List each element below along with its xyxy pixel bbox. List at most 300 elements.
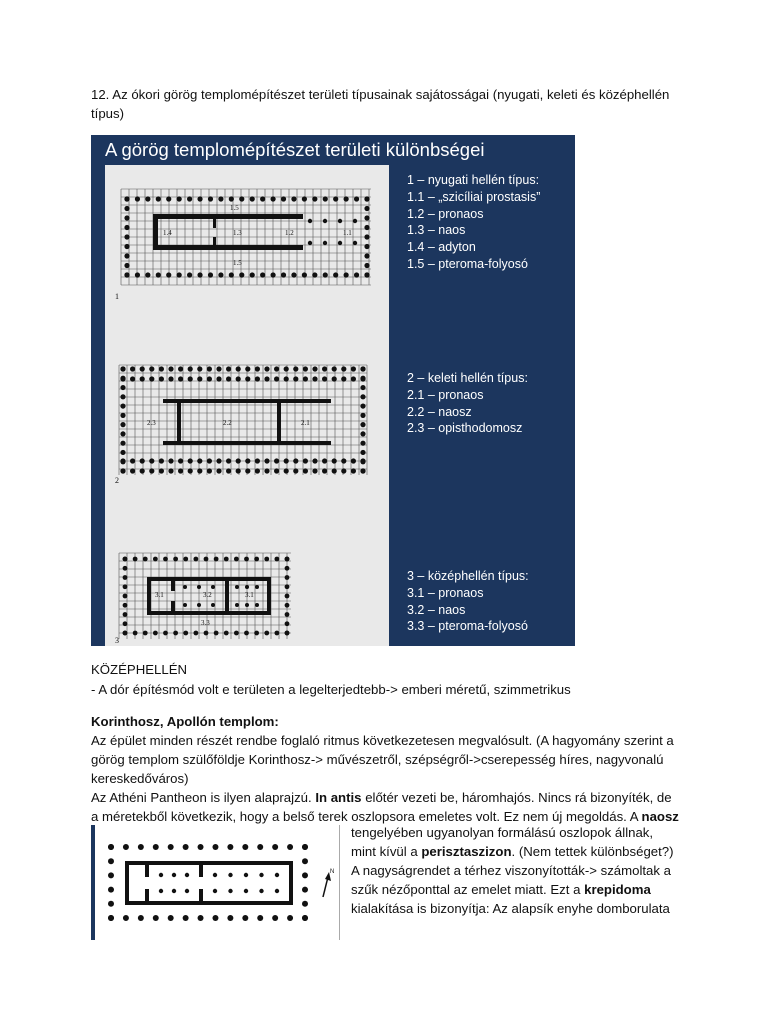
column-dot (172, 889, 176, 893)
column-dot (183, 585, 187, 589)
column-dot (270, 272, 275, 277)
column-dot (197, 468, 202, 473)
column-dot (159, 889, 163, 893)
column-dot (185, 873, 189, 877)
column-dot (227, 844, 233, 850)
column-dot (124, 253, 129, 258)
column-dot (274, 468, 279, 473)
column-dot (236, 366, 241, 371)
column-dot (193, 557, 198, 562)
column-dot (360, 422, 365, 427)
plan-label: 3.2 (203, 591, 212, 599)
wrapped-line: kialakítása is bizonyítja: Az alapsík enyhe domborulata (351, 901, 670, 916)
column-dot (123, 603, 128, 608)
column-dot (360, 385, 365, 390)
column-dot (177, 272, 182, 277)
column-dot (149, 458, 154, 463)
legend-item: 1.5 – pteroma-folyosó (407, 256, 528, 271)
column-dot (364, 215, 369, 220)
column-dot (351, 458, 356, 463)
column-dot (124, 263, 129, 268)
legend-western-title: 1 – nyugati hellén típus: (407, 173, 540, 187)
column-dot (159, 376, 164, 381)
column-dot (123, 631, 128, 636)
column-dot (120, 468, 125, 473)
wall (199, 861, 203, 877)
column-dot (322, 458, 327, 463)
column-dot (341, 458, 346, 463)
column-dot (156, 196, 161, 201)
column-dot (250, 196, 255, 201)
column-dot (124, 272, 129, 277)
column-dot (332, 366, 337, 371)
legend-item: 2.1 – pronaos (407, 387, 484, 402)
column-dot (213, 873, 217, 877)
column-dot (123, 612, 128, 617)
column-dot (228, 873, 232, 877)
column-dot (264, 458, 269, 463)
column-dot (145, 196, 150, 201)
column-dot (360, 450, 365, 455)
column-dot (197, 196, 202, 201)
column-dot (284, 366, 289, 371)
column-dot (274, 631, 279, 636)
column-dot (360, 366, 365, 371)
plan-label: 2 (115, 476, 119, 485)
column-dot (123, 915, 129, 921)
column-dot (156, 272, 161, 277)
north-arrow-icon (323, 877, 328, 897)
column-dot (224, 631, 229, 636)
column-dot (364, 196, 369, 201)
column-dot (255, 376, 260, 381)
column-dot (211, 585, 215, 589)
column-dot (218, 272, 223, 277)
column-dot (207, 376, 212, 381)
column-dot (123, 621, 128, 626)
column-dot (274, 458, 279, 463)
column-dot (264, 557, 269, 562)
column-dot (159, 458, 164, 463)
column-dot (354, 196, 359, 201)
column-dot (140, 468, 145, 473)
column-dot (120, 403, 125, 408)
column-dot (344, 196, 349, 201)
column-dot (177, 196, 182, 201)
intro-line: - A dór építésmód volt e területen a legelterjedtebb-> emberi méretű, szimmetrikus (91, 682, 571, 697)
figure-title: A görög templomépítészet területi különbségei (105, 139, 485, 160)
column-dot (178, 458, 183, 463)
column-dot (293, 468, 298, 473)
column-dot (168, 468, 173, 473)
column-dot (308, 241, 312, 245)
column-dot (123, 594, 128, 599)
column-dot (229, 272, 234, 277)
column-dot (272, 844, 278, 850)
column-dot (216, 366, 221, 371)
column-dot (255, 366, 260, 371)
column-dot (108, 872, 114, 878)
wall (125, 861, 129, 905)
column-dot (353, 241, 357, 245)
column-dot (135, 272, 140, 277)
column-dot (204, 557, 209, 562)
wrapped-line: tengelyében ugyanolyan formálású oszlopok állnak, (351, 825, 654, 840)
column-dot (197, 603, 201, 607)
column-dot (212, 844, 218, 850)
legend-eastern-title: 2 – keleti hellén típus: (407, 371, 528, 385)
column-dot (173, 631, 178, 636)
wall (267, 577, 271, 615)
column-dot (239, 272, 244, 277)
column-dot (140, 366, 145, 371)
column-dot (216, 376, 221, 381)
north-label: N (330, 869, 335, 875)
column-dot (323, 196, 328, 201)
column-dot (360, 441, 365, 446)
wall (153, 214, 303, 219)
column-dot (242, 844, 248, 850)
column-dot (168, 376, 173, 381)
wall (171, 577, 175, 591)
athens-paragraph: Az Athéni Pantheon is ilyen alaprajzú. In antis előtér vezeti be, háromhajós. Nincs rá bizonyíték, de a méretekből következik, hogy a belső terek oszlopsora emeletes volt. Ez nem új megoldás. A naosz (91, 790, 679, 825)
column-dot (120, 422, 125, 427)
korinthosz-title-text: Korinthosz, Apollón templom: (91, 714, 279, 729)
column-dot (183, 915, 189, 921)
column-dot (120, 385, 125, 390)
wall (163, 441, 331, 445)
column-dot (226, 458, 231, 463)
floor-plans-panel (105, 165, 389, 646)
legend-item: 1.3 – naos (407, 223, 466, 238)
column-dot (168, 915, 174, 921)
column-dot (303, 366, 308, 371)
column-dot (287, 915, 293, 921)
column-dot (108, 915, 114, 921)
wall (199, 889, 203, 905)
column-dot (120, 394, 125, 399)
column-dot (360, 376, 365, 381)
column-dot (120, 431, 125, 436)
korinthosz-paragraph: Az épület minden részét rendbe foglaló ritmus következetesen megvalósult. (A hagyomány szerint a görög templom szülőföldje Korinthosz-> művészetről, szépségről->cserepesség híres, nagyvonalú kereskedőváros) (91, 733, 674, 787)
column-dot (166, 272, 171, 277)
column-dot (338, 241, 342, 245)
column-dot (244, 873, 248, 877)
column-dot (197, 366, 202, 371)
column-dot (364, 253, 369, 258)
column-dot (259, 889, 263, 893)
legend-central (407, 568, 529, 635)
plan-label: 1.1 (343, 229, 352, 237)
column-dot (244, 631, 249, 636)
column-dot (287, 844, 293, 850)
column-dot (285, 612, 290, 617)
column-dot (133, 557, 138, 562)
column-dot (302, 915, 308, 921)
column-dot (255, 468, 260, 473)
column-dot (244, 557, 249, 562)
column-dot (364, 225, 369, 230)
korinthosz-title (91, 712, 681, 731)
wall (213, 237, 216, 245)
column-dot (264, 376, 269, 381)
column-dot (163, 557, 168, 562)
plan-label: 1.3 (233, 229, 242, 237)
column-dot (124, 225, 129, 230)
column-dot (183, 631, 188, 636)
column-dot (323, 219, 327, 223)
column-dot (120, 366, 125, 371)
column-dot (360, 468, 365, 473)
column-dot (284, 468, 289, 473)
column-dot (338, 219, 342, 223)
column-dot (120, 376, 125, 381)
column-dot (285, 603, 290, 608)
column-dot (130, 376, 135, 381)
plan-label: 2.2 (223, 419, 232, 427)
wall (153, 214, 158, 250)
temple-types-figure (91, 135, 575, 646)
column-dot (323, 272, 328, 277)
column-dot (214, 557, 219, 562)
column-dot (178, 468, 183, 473)
plan-label: 3 (115, 636, 119, 645)
column-dot (140, 458, 145, 463)
column-dot (168, 366, 173, 371)
column-dot (207, 468, 212, 473)
plan-label: 3.1 (245, 591, 254, 599)
column-dot (149, 376, 154, 381)
wall (145, 889, 149, 905)
column-dot (312, 272, 317, 277)
column-dot (332, 458, 337, 463)
column-dot (183, 844, 189, 850)
wall (171, 601, 175, 615)
column-dot (212, 915, 218, 921)
column-dot (341, 468, 346, 473)
column-dot (140, 376, 145, 381)
column-dot (285, 575, 290, 580)
column-dot (254, 557, 259, 562)
wall (153, 245, 303, 250)
column-dot (274, 376, 279, 381)
column-dot (185, 889, 189, 893)
column-dot (302, 844, 308, 850)
column-dot (108, 858, 114, 864)
column-dot (308, 219, 312, 223)
column-dot (322, 376, 327, 381)
column-dot (302, 887, 308, 893)
wrapped-line: mint kívül a perisztaszizon. (Nem tettek különbséget?) (351, 844, 674, 859)
column-dot (120, 459, 125, 464)
column-dot (197, 272, 202, 277)
column-dot (124, 234, 129, 239)
column-dot (302, 858, 308, 864)
column-dot (138, 915, 144, 921)
column-dot (281, 272, 286, 277)
column-dot (214, 631, 219, 636)
column-dot (255, 585, 259, 589)
column-dot (245, 366, 250, 371)
pantheon-floor-plan (91, 825, 340, 940)
column-dot (216, 458, 221, 463)
column-dot (197, 585, 201, 589)
wall (163, 399, 331, 403)
column-dot (264, 468, 269, 473)
column-dot (234, 557, 239, 562)
column-dot (272, 915, 278, 921)
legend-western (407, 172, 540, 273)
column-dot (291, 272, 296, 277)
column-dot (333, 272, 338, 277)
column-dot (208, 272, 213, 277)
column-dot (172, 873, 176, 877)
column-dot (130, 468, 135, 473)
legend-eastern (407, 370, 528, 437)
column-dot (135, 196, 140, 201)
column-dot (275, 889, 279, 893)
column-dot (364, 263, 369, 268)
column-dot (120, 441, 125, 446)
column-dot (259, 873, 263, 877)
wall (213, 219, 216, 228)
column-dot (322, 366, 327, 371)
wrapped-line: szűk nézőponttal az emelet miatt. Ezt a krepidoma (351, 882, 651, 897)
column-dot (193, 631, 198, 636)
column-dot (149, 468, 154, 473)
column-dot (204, 631, 209, 636)
column-dot (188, 468, 193, 473)
wall (125, 901, 293, 905)
legend-item: 3.3 – pteroma-folyosó (407, 619, 528, 634)
column-dot (274, 557, 279, 562)
column-dot (285, 621, 290, 626)
column-dot (120, 413, 125, 418)
column-dot (153, 844, 159, 850)
column-dot (123, 844, 129, 850)
column-dot (188, 458, 193, 463)
column-dot (260, 196, 265, 201)
column-dot (364, 234, 369, 239)
column-dot (312, 458, 317, 463)
column-dot (360, 459, 365, 464)
column-dot (257, 844, 263, 850)
column-dot (264, 366, 269, 371)
column-dot (123, 566, 128, 571)
column-dot (285, 631, 290, 636)
column-dot (354, 272, 359, 277)
column-dot (143, 557, 148, 562)
legend-item: 1.1 – „szicíliai prostasis” (407, 189, 541, 204)
column-dot (245, 376, 250, 381)
column-dot (260, 272, 265, 277)
column-dot (124, 196, 129, 201)
column-dot (360, 394, 365, 399)
column-dot (138, 844, 144, 850)
column-dot (364, 272, 369, 277)
column-dot (207, 366, 212, 371)
column-dot (145, 272, 150, 277)
column-dot (216, 468, 221, 473)
column-dot (255, 458, 260, 463)
wall (147, 577, 271, 581)
column-dot (163, 631, 168, 636)
column-dot (197, 458, 202, 463)
plan-label: 1.2 (285, 229, 294, 237)
section-title: KÖZÉPHELLÉN (91, 662, 188, 677)
plan-label: 1.5 (230, 204, 239, 212)
column-dot (178, 366, 183, 371)
column-dot (351, 468, 356, 473)
column-dot (108, 887, 114, 893)
column-dot (245, 603, 249, 607)
wall (277, 399, 281, 445)
column-dot (245, 458, 250, 463)
column-dot (198, 915, 204, 921)
wall (289, 861, 293, 905)
column-dot (245, 468, 250, 473)
column-dot (166, 196, 171, 201)
floor-plans-drawing (105, 165, 389, 646)
wall (225, 577, 229, 615)
column-dot (153, 631, 158, 636)
column-dot (291, 196, 296, 201)
column-dot (207, 458, 212, 463)
column-dot (244, 889, 248, 893)
wall (147, 611, 271, 615)
column-dot (239, 196, 244, 201)
wall (125, 861, 293, 865)
column-dot (227, 915, 233, 921)
column-dot (281, 196, 286, 201)
column-dot (293, 458, 298, 463)
column-dot (213, 889, 217, 893)
column-dot (312, 196, 317, 201)
column-dot (351, 376, 356, 381)
column-dot (124, 244, 129, 249)
column-dot (341, 366, 346, 371)
column-dot (236, 376, 241, 381)
column-dot (178, 376, 183, 381)
column-dot (133, 631, 138, 636)
column-dot (332, 468, 337, 473)
column-dot (353, 219, 357, 223)
column-dot (120, 450, 125, 455)
column-dot (255, 603, 259, 607)
column-dot (257, 915, 263, 921)
column-dot (168, 844, 174, 850)
column-dot (344, 272, 349, 277)
plan-label: 2.1 (301, 419, 310, 427)
column-dot (188, 366, 193, 371)
column-dot (302, 872, 308, 878)
column-dot (224, 557, 229, 562)
column-dot (123, 584, 128, 589)
pantheon-plan-drawing (91, 825, 340, 940)
column-dot (226, 376, 231, 381)
plan-label: 1.5 (233, 259, 242, 267)
column-dot (187, 272, 192, 277)
plan-label: 3.1 (155, 591, 164, 599)
column-dot (159, 873, 163, 877)
column-dot (208, 196, 213, 201)
column-dot (285, 557, 290, 562)
column-dot (187, 196, 192, 201)
column-dot (285, 584, 290, 589)
column-dot (254, 631, 259, 636)
column-dot (153, 915, 159, 921)
column-dot (285, 566, 290, 571)
